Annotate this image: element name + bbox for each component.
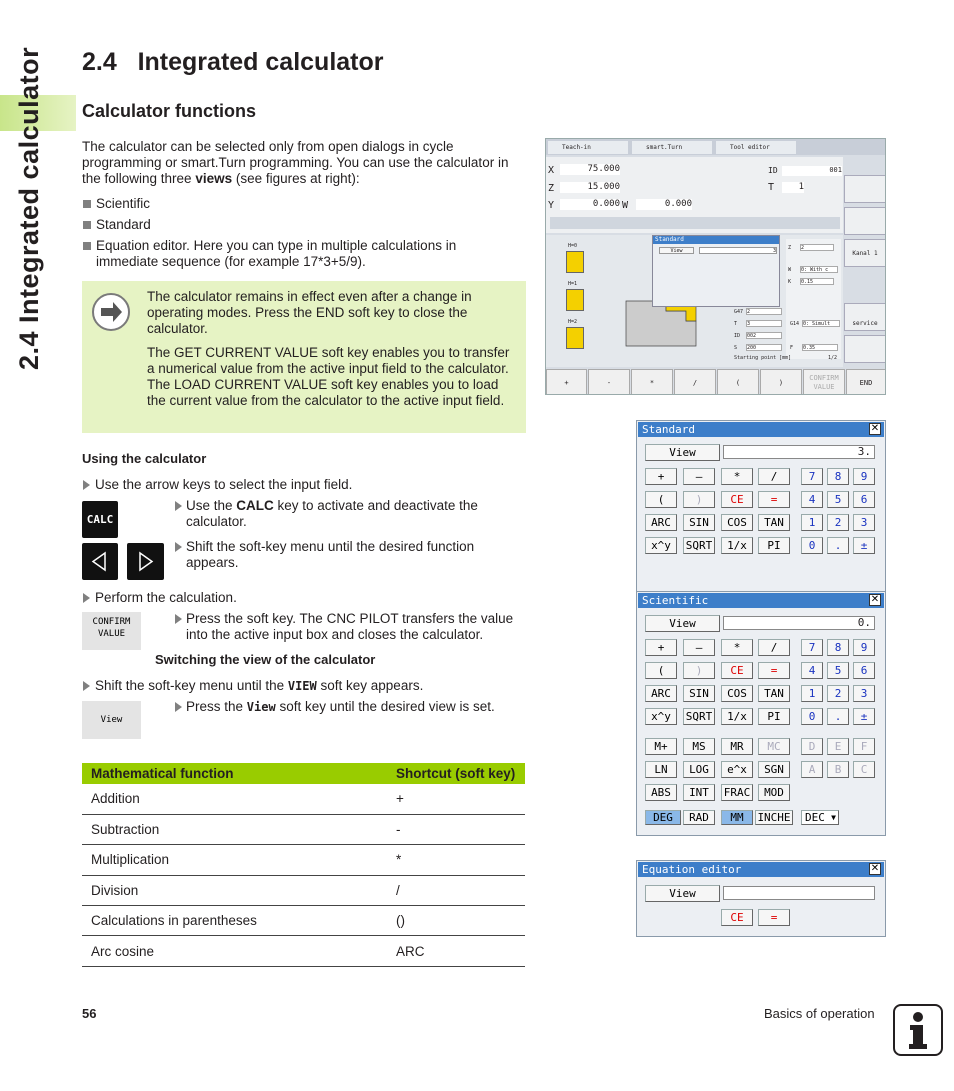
calc-key[interactable]: D (801, 738, 823, 755)
calc-key[interactable]: 9 (853, 468, 875, 485)
switch-heading: Switching the view of the calculator (155, 652, 376, 667)
kanal-softkey[interactable]: Kanal 1 (844, 239, 886, 267)
view-softkey[interactable]: View (82, 701, 141, 739)
calc-key[interactable]: 2 (827, 685, 849, 702)
side-label: H=1 (568, 281, 578, 287)
calc-key[interactable]: 9 (853, 639, 875, 656)
param-field[interactable]: 002 (746, 332, 782, 339)
calc-key[interactable]: * (721, 639, 753, 656)
step-arrow-icon (83, 480, 90, 490)
calc-key[interactable]: 5 (827, 662, 849, 679)
calc-key[interactable]: SQRT (683, 537, 715, 554)
cycle-icon[interactable] (566, 289, 584, 311)
mode-rad[interactable]: RAD (683, 810, 715, 825)
param-field[interactable]: 0.35 (802, 344, 838, 351)
table-row (82, 875, 525, 905)
equation-title: Equation editor (638, 862, 884, 877)
screen-tabs (546, 139, 886, 155)
starting-point-label: Starting point [mm] (734, 355, 792, 361)
right-arrow-key[interactable] (127, 543, 164, 580)
calc-key[interactable]: ± (853, 708, 875, 725)
id-label: ID (768, 166, 778, 175)
calc-key[interactable]: x^y (645, 537, 677, 554)
calc-key[interactable]: MC (758, 738, 790, 755)
calc-key[interactable]: M+ (645, 738, 677, 755)
calc-key[interactable]: PI (758, 708, 790, 725)
view-button[interactable]: View (645, 444, 720, 461)
footer-text: Basics of operation (764, 1006, 875, 1021)
section-title: Calculator functions (82, 101, 257, 121)
calc-key[interactable]: 1/x (721, 708, 753, 725)
tab-smart-turn[interactable]: smart.Turn (632, 141, 712, 154)
table-cell: ARC (387, 936, 525, 966)
bullet-equation: Equation editor. Here you can type in multiple calculations in immediate sequence (for example 17*3+5/9). (82, 238, 522, 270)
calc-key[interactable]: x^y (645, 708, 677, 725)
param-field[interactable]: 0: With c (800, 266, 838, 273)
param-label: G14 (790, 321, 800, 327)
calc-key[interactable]: E (827, 738, 849, 755)
chevron-down-icon: ▼ (831, 813, 836, 822)
param-label: T (734, 321, 738, 327)
table-cell: / (387, 875, 525, 905)
calc-key[interactable]: ± (853, 537, 875, 554)
param-label: Z (788, 245, 792, 251)
calc-key[interactable]: 1/x (721, 537, 753, 554)
calc-key[interactable]: – (683, 468, 715, 485)
calc-key[interactable]: + (645, 468, 677, 485)
calc-key[interactable]: 3 (853, 514, 875, 531)
calc-key[interactable]: TAN (758, 685, 790, 702)
mini-calculator (652, 235, 780, 307)
id-value: 001 (782, 166, 842, 176)
close-icon[interactable]: ✕ (870, 594, 880, 605)
standard-title: Standard (638, 422, 884, 437)
bullet-scientific: Scientific (82, 196, 522, 212)
page-title: 2.4 Integrated calculator (82, 48, 384, 76)
calc-key[interactable]: MR (721, 738, 753, 755)
param-label: ID (734, 333, 741, 339)
mode-inch[interactable]: INCHE (755, 810, 793, 825)
step-perform: Perform the calculation. (95, 590, 237, 605)
softkey-open-paren[interactable]: ( (717, 369, 759, 395)
step-arrow-icon (83, 681, 90, 691)
axis-w-value: 0.000 (636, 199, 692, 210)
calc-key[interactable]: SIN (683, 514, 715, 531)
axis-z-label: Z (548, 183, 555, 194)
step-calc-key: Use the CALC key to activate and deactivate the calculator. (186, 498, 478, 529)
right-softkey[interactable] (844, 207, 886, 235)
param-field[interactable]: 2 (800, 244, 834, 251)
calc-key[interactable]: 4 (801, 491, 823, 508)
table-cell: Multiplication (82, 845, 387, 875)
calc-key[interactable]: = (758, 662, 790, 679)
calc-key[interactable]: 6 (853, 662, 875, 679)
step-press-view: Press the View soft key until the desired view is set. (186, 699, 495, 714)
calc-key[interactable]: LN (645, 761, 677, 778)
calc-key[interactable]: INT (683, 784, 715, 801)
calc-key[interactable]: ARC (645, 514, 677, 531)
using-heading: Using the calculator (82, 451, 207, 466)
mini-view-button[interactable]: View (659, 247, 694, 254)
mini-calc-title: Standard (653, 236, 779, 244)
calc-key[interactable]: e^x (721, 761, 753, 778)
softkey-multiply[interactable]: * (631, 369, 673, 395)
calc-key[interactable]: . (827, 537, 849, 554)
calc-key[interactable]: MOD (758, 784, 790, 801)
calc-key[interactable]: / (758, 639, 790, 656)
axis-x-label: X (548, 165, 555, 176)
arrow-icon (92, 293, 130, 331)
view-button[interactable]: View (645, 885, 720, 902)
table-row (82, 906, 525, 936)
standard-calculator (636, 420, 886, 596)
param-field[interactable]: 3 (746, 320, 782, 327)
calc-key[interactable]: 7 (801, 639, 823, 656)
calc-key[interactable]: COS (721, 514, 753, 531)
intro-paragraph: The calculator can be selected only from open dialogs in cycle programming or smart.Turn programming. You can use the calculator in the following three views (see figures at right): (82, 139, 509, 186)
step-arrow-icon (175, 501, 182, 511)
note-box (82, 281, 526, 433)
param-label: S (734, 345, 738, 351)
right-softkey[interactable] (844, 175, 886, 203)
table-row (82, 845, 525, 875)
t-value: 1 (782, 182, 804, 193)
calc-key[interactable]: SGN (758, 761, 790, 778)
table-cell: Subtraction (82, 814, 387, 844)
axis-w-label: W (622, 200, 629, 211)
lower-params (732, 307, 842, 363)
calc-key[interactable]: TAN (758, 514, 790, 531)
calc-key[interactable]: F (853, 738, 875, 755)
cycle-icon[interactable] (566, 327, 584, 349)
param-label: G47 (734, 309, 744, 315)
calc-key[interactable]: ) (683, 491, 715, 508)
table-cell: + (387, 784, 525, 814)
info-icon (893, 1004, 943, 1056)
calc-key[interactable]: 1 (801, 514, 823, 531)
calc-key[interactable]: FRAC (721, 784, 753, 801)
calc-key[interactable]: 2 (827, 514, 849, 531)
table-header: Mathematical function (82, 763, 387, 784)
note-text-2: The GET CURRENT VALUE soft key enables you to transfer a numerical value from the active input field to the calculator. The LOAD CURRENT VALUE soft key enables you to load the current value from the calculator to the active input field. (147, 345, 510, 408)
step-shift-menu: Shift the soft-key menu until the desired function appears. (186, 539, 475, 570)
calc-key[interactable]: . (827, 708, 849, 725)
calc-key[interactable]: A (801, 761, 823, 778)
table-cell: () (387, 906, 525, 936)
axis-z-value: 15.000 (560, 182, 620, 193)
softkey-end[interactable]: END (846, 369, 886, 395)
calc-key[interactable]: ( (645, 491, 677, 508)
calc-key[interactable]: CE (721, 491, 753, 508)
calc-key[interactable]: 4 (801, 662, 823, 679)
softkey-confirm-value[interactable]: CONFIRM VALUE (803, 369, 845, 395)
graphic-area (546, 235, 843, 367)
calc-key[interactable]: 0 (801, 537, 823, 554)
table-row (82, 784, 525, 814)
cnc-screen (545, 138, 886, 395)
step-arrow-icon (83, 593, 90, 603)
table-cell: Addition (82, 784, 387, 814)
calc-key[interactable]: ) (683, 662, 715, 679)
confirm-value-softkey[interactable]: CONFIRM VALUE (82, 612, 141, 650)
table-cell: - (387, 814, 525, 844)
service-softkey[interactable]: service (844, 303, 886, 331)
calc-display: 0. (723, 616, 875, 630)
calc-key[interactable]: 3 (853, 685, 875, 702)
calc-key[interactable]: C (853, 761, 875, 778)
calc-key[interactable]: * (721, 468, 753, 485)
view-button[interactable]: View (645, 615, 720, 632)
table-header: Shortcut (soft key) (387, 763, 525, 784)
calc-key[interactable]: 6 (853, 491, 875, 508)
param-field[interactable]: 200 (746, 344, 782, 351)
calc-key[interactable]: = (758, 491, 790, 508)
step-press-softkey: Press the soft key. The CNC PILOT transfers the value into the active input box and closes the calculator. (186, 611, 514, 642)
axis-x-value: 75.000 (560, 164, 620, 175)
table-cell: * (387, 845, 525, 875)
calc-key[interactable]: 8 (827, 639, 849, 656)
calc-key[interactable]: B (827, 761, 849, 778)
page-indicator: 1/2 (828, 355, 838, 361)
mode-mm[interactable]: MM (721, 810, 753, 825)
calc-display: 3. (723, 445, 875, 459)
calc-key[interactable]: LOG (683, 761, 715, 778)
softkey-close-paren[interactable]: ) (760, 369, 802, 395)
param-field[interactable]: 0.15 (800, 278, 834, 285)
equals-button[interactable]: = (758, 909, 790, 926)
calc-key[interactable]: / (758, 468, 790, 485)
left-arrow-key[interactable] (82, 543, 118, 580)
calc-key[interactable]: CALC (82, 501, 118, 538)
calc-key[interactable]: ABS (645, 784, 677, 801)
tab-teach-in[interactable]: Teach-in (548, 141, 628, 154)
param-label: F (790, 345, 794, 351)
tab-tool-editor[interactable]: Tool editor (716, 141, 796, 154)
step-arrow-icon (175, 542, 182, 552)
softkey-divide[interactable]: / (674, 369, 716, 395)
axis-y-label: Y (548, 200, 555, 211)
ce-button[interactable]: CE (721, 909, 753, 926)
softkey-plus[interactable]: + (546, 369, 587, 395)
table-cell: Division (82, 875, 387, 905)
calc-key[interactable]: SQRT (683, 708, 715, 725)
table-cell: Calculations in parentheses (82, 906, 387, 936)
t-label: T (768, 182, 775, 193)
step-shift-view: Shift the soft-key menu until the VIEW soft key appears. (95, 678, 424, 693)
table-header-row (82, 763, 525, 784)
calc-key[interactable]: COS (721, 685, 753, 702)
bullet-standard: Standard (82, 217, 522, 233)
scientific-title: Scientific (638, 593, 884, 608)
close-icon[interactable]: ✕ (870, 423, 880, 434)
table-row (82, 814, 525, 844)
page-number: 56 (82, 1006, 97, 1021)
softkey-minus[interactable]: - (588, 369, 630, 395)
axis-y-value: 0.000 (560, 199, 620, 210)
table-cell: Arc cosine (82, 936, 387, 966)
scientific-calculator (636, 591, 886, 836)
cycle-icon[interactable] (566, 251, 584, 273)
param-label: K (788, 279, 792, 285)
side-label: H=2 (568, 319, 578, 325)
param-field[interactable]: 0: Simult (802, 320, 840, 327)
function-table (82, 763, 525, 967)
step-arrow-icon (175, 614, 182, 624)
calc-key[interactable]: MS (683, 738, 715, 755)
param-label: W (788, 267, 792, 273)
calc-key[interactable]: ( (645, 662, 677, 679)
base-select[interactable]: DEC ▼ (801, 810, 839, 825)
side-label: H=0 (568, 243, 578, 249)
mini-display: 3 (699, 247, 777, 254)
table-row (82, 936, 525, 966)
note-text-1: The calculator remains in effect even after a change in operating modes. Press the END soft key to close the calculator. (147, 289, 472, 336)
step-select-field: Use the arrow keys to select the input field. (95, 477, 353, 492)
calc-key[interactable]: – (683, 639, 715, 656)
calc-key[interactable]: CE (721, 662, 753, 679)
axis-panel (546, 157, 843, 233)
param-field[interactable]: 2 (746, 308, 782, 315)
right-softkey[interactable] (844, 335, 886, 363)
calc-key[interactable]: PI (758, 537, 790, 554)
feed-row (550, 217, 840, 229)
side-tab-text: 2.4 Integrated calculator (14, 46, 44, 370)
step-arrow-icon (175, 702, 182, 712)
calc-key[interactable]: 7 (801, 468, 823, 485)
equation-input[interactable] (723, 886, 875, 900)
calc-key[interactable]: SIN (683, 685, 715, 702)
calc-key[interactable]: 8 (827, 468, 849, 485)
equation-editor (636, 860, 886, 937)
calc-key[interactable]: 0 (801, 708, 823, 725)
close-icon[interactable]: ✕ (870, 863, 880, 874)
mode-deg[interactable]: DEG (645, 810, 681, 825)
calc-key[interactable]: 1 (801, 685, 823, 702)
calc-key[interactable]: + (645, 639, 677, 656)
calc-key[interactable]: 5 (827, 491, 849, 508)
calc-key[interactable]: ARC (645, 685, 677, 702)
